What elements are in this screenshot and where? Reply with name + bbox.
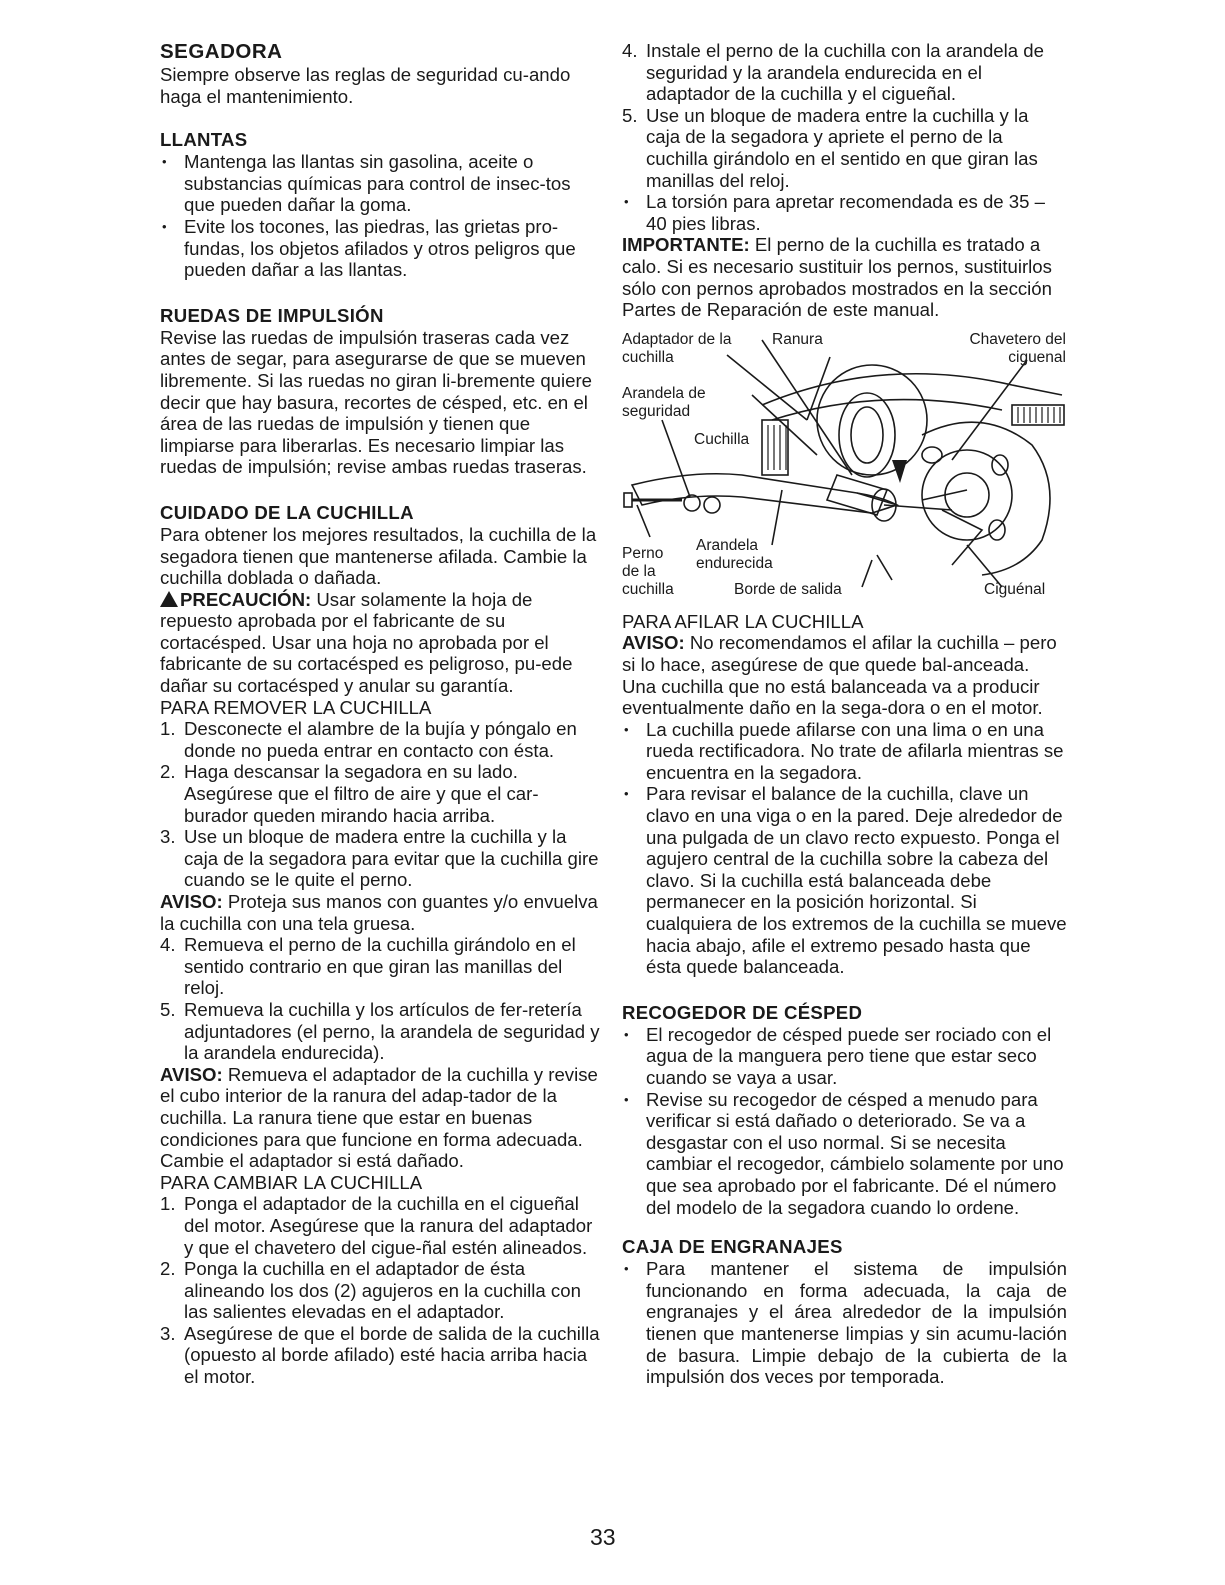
step-item xyxy=(622,105,1067,191)
step-item xyxy=(160,1323,600,1388)
sharpen-list xyxy=(622,719,1067,978)
gearbox-heading: CAJA DE ENGRANAJES xyxy=(622,1236,843,1258)
step-text: Ponga la cuchilla en el adaptador de ésta alineando los dos (2) agujeros en la cuchilla con las salientes elevadas en el adaptador. xyxy=(184,1258,581,1323)
step-number: 5. xyxy=(622,104,638,126)
notice-lead: AVISO: xyxy=(160,1063,223,1085)
step-item xyxy=(160,826,600,891)
blade-care-heading: CUIDADO DE LA CUCHILLA xyxy=(160,501,414,523)
list-item: • La torsión para apretar recomendada es de 35 – 40 pies libras. xyxy=(622,191,1067,234)
blade-assembly-drawing xyxy=(622,325,1067,605)
notice-lead: AVISO: xyxy=(160,891,223,912)
page-number: 33 xyxy=(590,1524,616,1550)
change-steps-continued xyxy=(622,40,1067,191)
step-number: 3. xyxy=(160,1322,176,1344)
step-number: 4. xyxy=(160,934,176,956)
step-text: Use un bloque de madera entre la cuchilla y la caja de la segadora y apriete el perno de la cuchilla girándolo en el sentido en que giran las manillas del reloj. xyxy=(646,104,1038,191)
step-item xyxy=(160,1193,600,1258)
step-text: Haga descansar la segadora en su lado. Asegúrese que el filtro de aire y que el car-burador queden mirando hacia arriba. xyxy=(184,761,539,826)
notice-text: Remueva el adaptador de la cuchilla y revise el cubo interior de la ranura del adap-tador de la cuchilla. La ranura tiene que estar en buenas condiciones para que funcione en forma adecuada. Cambie el adaptador si está dañado. xyxy=(160,1063,598,1172)
remove-steps-continued xyxy=(160,934,600,1064)
list-item: • Para mantener el sistema de impulsión funcionando en forma adecuada, la caja de engranajes y el área alrededor de la impulsión tienen que mantenerse limpias y sin acumu-lación de basura. Limpie debajo de la cubierta de la impulsión dos veces por temporada. xyxy=(622,1258,1067,1388)
wheels-heading: RUEDAS DE IMPULSIÓN xyxy=(160,304,384,326)
notice-text: No recomendamos el afilar la cuchilla – pero si lo hace, asegúrese de que quede bal-anceada. Una cuchilla que no está balanceada va a producir eventualmente daño en la sega-dora o en el motor. xyxy=(622,632,1057,719)
catcher-heading: RECOGEDOR DE CÉSPED xyxy=(622,1001,863,1023)
step-text: Remueva el perno de la cuchilla girándolo en el sentido contrario en que giran las manillas del reloj. xyxy=(184,934,576,999)
step-item xyxy=(160,999,600,1064)
list-item: • Evite los tocones, las piedras, las grietas pro-fundas, los objetos afilados y otros peligros que pueden dañar a las llantas. xyxy=(160,216,600,281)
notice-paragraph xyxy=(160,891,600,934)
bolt-label: Perno de la cuchilla xyxy=(622,544,674,598)
remove-steps xyxy=(160,718,600,891)
important-lead: IMPORTANTE: xyxy=(622,234,750,256)
blade-assembly-diagram xyxy=(622,325,1067,605)
list-item: • Revise su recogedor de césped a menudo para verificar si está dañado o deteriorado. Se va a desgastar con el uso normal. Si se necesita cambiar el recogedor, cámbielo solamente por uno que sea aprobado por el fabricante. Dé el número del modelo de la segadora cuando lo ordene. xyxy=(622,1089,1067,1219)
step-number: 4. xyxy=(622,40,638,61)
intro-text: Siempre observe las reglas de seguridad cu-ando haga el mantenimiento. xyxy=(160,64,571,107)
caution-lead: PRECAUCIÓN: xyxy=(180,588,312,610)
list-item: • El recogedor de césped puede ser rociado con el agua de la manguera pero tiene que estar seco cuando se vaya a usar. xyxy=(622,1024,1067,1089)
step-item xyxy=(622,40,1067,105)
gearbox-list xyxy=(622,1258,1067,1388)
step-text: Use un bloque de madera entre la cuchilla y la caja de la segadora para evitar que la cuchilla gire cuando se le quite el perno. xyxy=(184,826,599,891)
notice-paragraph xyxy=(160,1064,600,1172)
tires-heading: LLANTAS xyxy=(160,129,248,151)
wheels-text: Revise las ruedas de impulsión traseras cada vez antes de segar, para asegurarse de que se mueven libremente. Si las ruedas no giran li-bremente quiere decir que hay basura, recortes de césped, etc. en el área de las ruedas de impulsión y tienen que limpiarse para liberarlas. Es necesario limpiar las ruedas de impulsión; revise ambas ruedas traseras. xyxy=(160,326,593,478)
list-item: • La cuchilla puede afilarse con una lima o en una rueda rectificadora. No trate de afilarla mientras se encuentra en la segadora. xyxy=(622,719,1067,784)
notice-text: Proteja sus manos con guantes y/o envuelva la cuchilla con una tela gruesa. xyxy=(160,891,598,934)
step-number: 3. xyxy=(160,826,176,848)
step-number: 2. xyxy=(160,1258,176,1280)
step-number: 5. xyxy=(160,998,176,1020)
slot-label: Ranura xyxy=(772,330,823,348)
keyway-label: Chavetero del ciguenal xyxy=(969,330,1066,366)
step-item xyxy=(160,718,600,761)
change-steps xyxy=(160,1193,600,1387)
lock-washer-label: Arandela de seguridad xyxy=(622,384,706,420)
step-text: Desconecte el alambre de la bujía y póngalo en donde no pueda entrar en contacto con ésta. xyxy=(184,718,577,761)
caution-paragraph xyxy=(160,589,600,697)
step-text: Remueva la cuchilla y los artículos de fer-retería adjuntadores (el perno, la arandela de seguridad y la arandela endurecida). xyxy=(184,998,600,1064)
step-item xyxy=(160,761,600,826)
list-item: • Mantenga las llantas sin gasolina, aceite o substancias químicas para control de insec-tos que pueden dañar la goma. xyxy=(160,151,600,216)
torque-list xyxy=(622,191,1067,234)
step-number: 2. xyxy=(160,761,176,783)
step-number: 1. xyxy=(160,1193,176,1215)
important-paragraph xyxy=(622,234,1067,320)
caution-text: Usar solamente la hoja de repuesto aprobada por el fabricante de su cortacésped. Usar una hoja no aprobada por el fabricante de su cortacésped es peligroso, pu-ede dañar su cortacésped y anular su garantía. xyxy=(160,588,573,697)
step-item xyxy=(160,1258,600,1323)
notice-lead: AVISO: xyxy=(622,632,685,654)
hardened-washer-label: Arandela endurecida xyxy=(696,536,773,572)
tires-list xyxy=(160,151,600,281)
step-number: 1. xyxy=(160,718,176,740)
step-text: Asegúrese de que el borde de salida de la cuchilla (opuesto al borde afilado) esté hacia arriba hacia el motor. xyxy=(184,1322,600,1388)
blade-label: Cuchilla xyxy=(694,430,750,448)
step-text: Instale el perno de la cuchilla con la arandela de seguridad y la arandela endurecida en el adaptador de la cuchilla y el cigueñal. xyxy=(646,40,1044,105)
arrow-icon xyxy=(892,460,907,483)
right-column xyxy=(622,40,1067,1388)
notice-paragraph xyxy=(622,632,1067,718)
list-item: • Para revisar el balance de la cuchilla, clave un clavo en una viga o en la pared. Deje alrededor de una pulgada de un clavo recto expuesto. Ponga el agujero central de la cuchilla sobre la cabeza del clavo. Si la cuchilla está balanceada debe permanecer en la posición horizontal. Si cualquiera de los extremos de la cuchilla se mueve hacia abajo, afile el extremo pesado hasta que ésta quede balanceada. xyxy=(622,783,1067,977)
step-text: Ponga el adaptador de la cuchilla en el cigueñal del motor. Asegúrese que la ranura del adaptador y que el chavetero del cigue-ñal estén alineados. xyxy=(184,1193,593,1258)
important-text: El perno de la cuchilla es tratado a calo. Si es necesario sustituir los pernos, sustituirlos sólo con pernos aprobados mostrados en la sección Partes de Reparación de este manual. xyxy=(622,234,1052,321)
trailing-edge-label: Borde de salida xyxy=(734,580,842,598)
left-column xyxy=(160,40,600,1388)
section-title: SEGADORA xyxy=(160,40,283,63)
sharpen-heading: PARA AFILAR LA CUCHILLA xyxy=(622,610,864,632)
crankshaft-label: Ciguénal xyxy=(984,580,1046,598)
remove-heading: PARA REMOVER LA CUCHILLA xyxy=(160,696,432,718)
catcher-list xyxy=(622,1024,1067,1218)
step-item xyxy=(160,934,600,999)
warning-icon xyxy=(160,591,178,607)
change-heading: PARA CAMBIAR LA CUCHILLA xyxy=(160,1171,423,1193)
adapter-label: Adaptador de la cuchilla xyxy=(622,330,732,366)
blade-care-text: Para obtener los mejores resultados, la cuchilla de la segadora tienen que mantenerse afilada. Cambie la cuchilla doblada o dañada. xyxy=(160,523,597,589)
